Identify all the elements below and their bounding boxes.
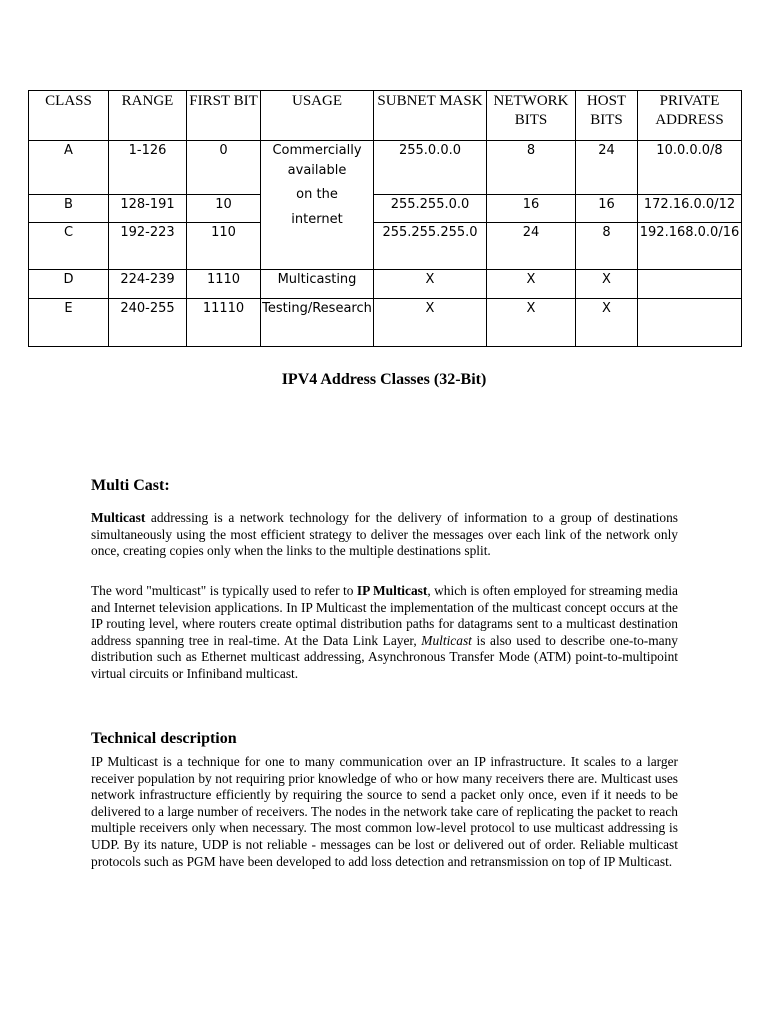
header-network-bits: NETWORK BITS xyxy=(487,91,576,141)
usage-line: on the xyxy=(296,187,338,202)
cell-host-bits: X xyxy=(576,299,638,347)
cell-range: 240-255 xyxy=(109,299,187,347)
usage-line: Commercially xyxy=(272,143,362,158)
cell-first-bit: 0 xyxy=(187,141,261,195)
ipv4-classes-table xyxy=(28,90,742,347)
cell-first-bit: 110 xyxy=(187,223,261,270)
technical-description-heading: Technical description xyxy=(91,730,237,747)
cell-class: D xyxy=(29,270,109,299)
cell-class: E xyxy=(29,299,109,347)
cell-subnet-mask: 255.0.0.0 xyxy=(374,141,487,195)
cell-class: A xyxy=(29,141,109,195)
cell-subnet-mask: X xyxy=(374,270,487,299)
table-caption: IPV4 Address Classes (32-Bit) xyxy=(281,371,487,388)
cell-class: B xyxy=(29,195,109,223)
cell-host-bits: 8 xyxy=(576,223,638,270)
header-private-address: PRIVATE ADDRESS xyxy=(638,91,742,141)
cell-network-bits: X xyxy=(487,299,576,347)
cell-host-bits: 16 xyxy=(576,195,638,223)
usage-line: internet xyxy=(291,212,343,227)
cell-host-bits: X xyxy=(576,270,638,299)
header-first-bit: FIRST BIT xyxy=(187,91,261,141)
cell-first-bit: 1110 xyxy=(187,270,261,299)
multicast-paragraph-1 xyxy=(91,510,678,560)
cell-range: 224-239 xyxy=(109,270,187,299)
cell-first-bit: 10 xyxy=(187,195,261,223)
cell-network-bits: X xyxy=(487,270,576,299)
cell-range: 1-126 xyxy=(109,141,187,195)
header-class: CLASS xyxy=(29,91,109,141)
ip-multicast-term: IP Multicast xyxy=(356,583,428,598)
technical-description-paragraph: IP Multicast is a technique for one to many communication over an IP infrastructure. It scales to a larger receiver population by not requiring prior knowledge of who or how many receivers there are. Multicast uses network infrastructure efficiently by requiring the source to send a packet only once, even if it needs to be delivered to a large number of receivers. The nodes in the network take care of replicating the packet to reach multiple receivers only when necessary. The most common low-level protocol to use multicast addressing is UDP. By its nature, UDP is not reliable - messages can be lost or delivered out of order. Reliable multicast protocols such as PGM have been developed to add loss detection and retransmission on top of IP Multicast. xyxy=(91,754,678,869)
cell-subnet-mask: 255.255.0.0 xyxy=(374,195,487,223)
multicast-italic-term: Multicast xyxy=(421,632,472,648)
cell-subnet-mask: 255.255.255.0 xyxy=(374,223,487,270)
cell-subnet-mask: X xyxy=(374,299,487,347)
multicast-term: Multicast xyxy=(91,510,146,525)
multicast-heading: Multi Cast: xyxy=(91,477,170,494)
header-host-bits: HOST BITS xyxy=(576,91,638,141)
cell-class: C xyxy=(29,223,109,270)
cell-private-address: 172.16.0.0/12 xyxy=(638,195,742,223)
table-row xyxy=(29,299,742,347)
paragraph-text: , which is often employed for streaming media and Internet television applications. In IP Multicast the implementation of the multicast concept occurs at the IP routing level, where routers create optimal distribution paths for datagrams sent to a multicast destination address spanning tree in real-time. At the Data Link Layer, xyxy=(91,583,678,648)
cell-usage: Testing/Research xyxy=(261,299,374,347)
cell-range: 192-223 xyxy=(109,223,187,270)
header-usage: USAGE xyxy=(261,91,374,141)
cell-private-address xyxy=(638,299,742,347)
cell-host-bits: 24 xyxy=(576,141,638,195)
cell-private-address xyxy=(638,270,742,299)
cell-first-bit: 11110 xyxy=(187,299,261,347)
table-header-row xyxy=(29,91,742,141)
cell-range: 128-191 xyxy=(109,195,187,223)
multicast-paragraph-2 xyxy=(91,583,678,683)
cell-network-bits: 16 xyxy=(487,195,576,223)
header-range: RANGE xyxy=(109,91,187,141)
table-row xyxy=(29,195,742,223)
table-row xyxy=(29,223,742,270)
header-subnet-mask: SUBNET MASK xyxy=(374,91,487,141)
usage-line: available xyxy=(287,163,347,178)
paragraph-text: is also used to describe one-to-many distribution such as Ethernet multicast addressing, Asynchronous Transfer Mode (ATM) point-to-multipoint virtual circuits or Infiniband multicast. xyxy=(91,632,678,681)
table-row xyxy=(29,141,742,195)
cell-network-bits: 8 xyxy=(487,141,576,195)
cell-network-bits: 24 xyxy=(487,223,576,270)
cell-private-address: 192.168.0.0/16 xyxy=(638,223,742,270)
paragraph-text: The word "multicast" is typically used to refer to xyxy=(91,583,357,598)
cell-private-address: 10.0.0.0/8 xyxy=(638,141,742,195)
table-row xyxy=(29,270,742,299)
multicast-definition: addressing is a network technology for the delivery of information to a group of destinations simultaneously using the most efficient strategy to deliver the messages over each link of the network only once, creating copies only when the links to the multiple destinations split. xyxy=(91,510,678,559)
cell-usage-merged xyxy=(261,141,374,270)
cell-usage: Multicasting xyxy=(261,270,374,299)
